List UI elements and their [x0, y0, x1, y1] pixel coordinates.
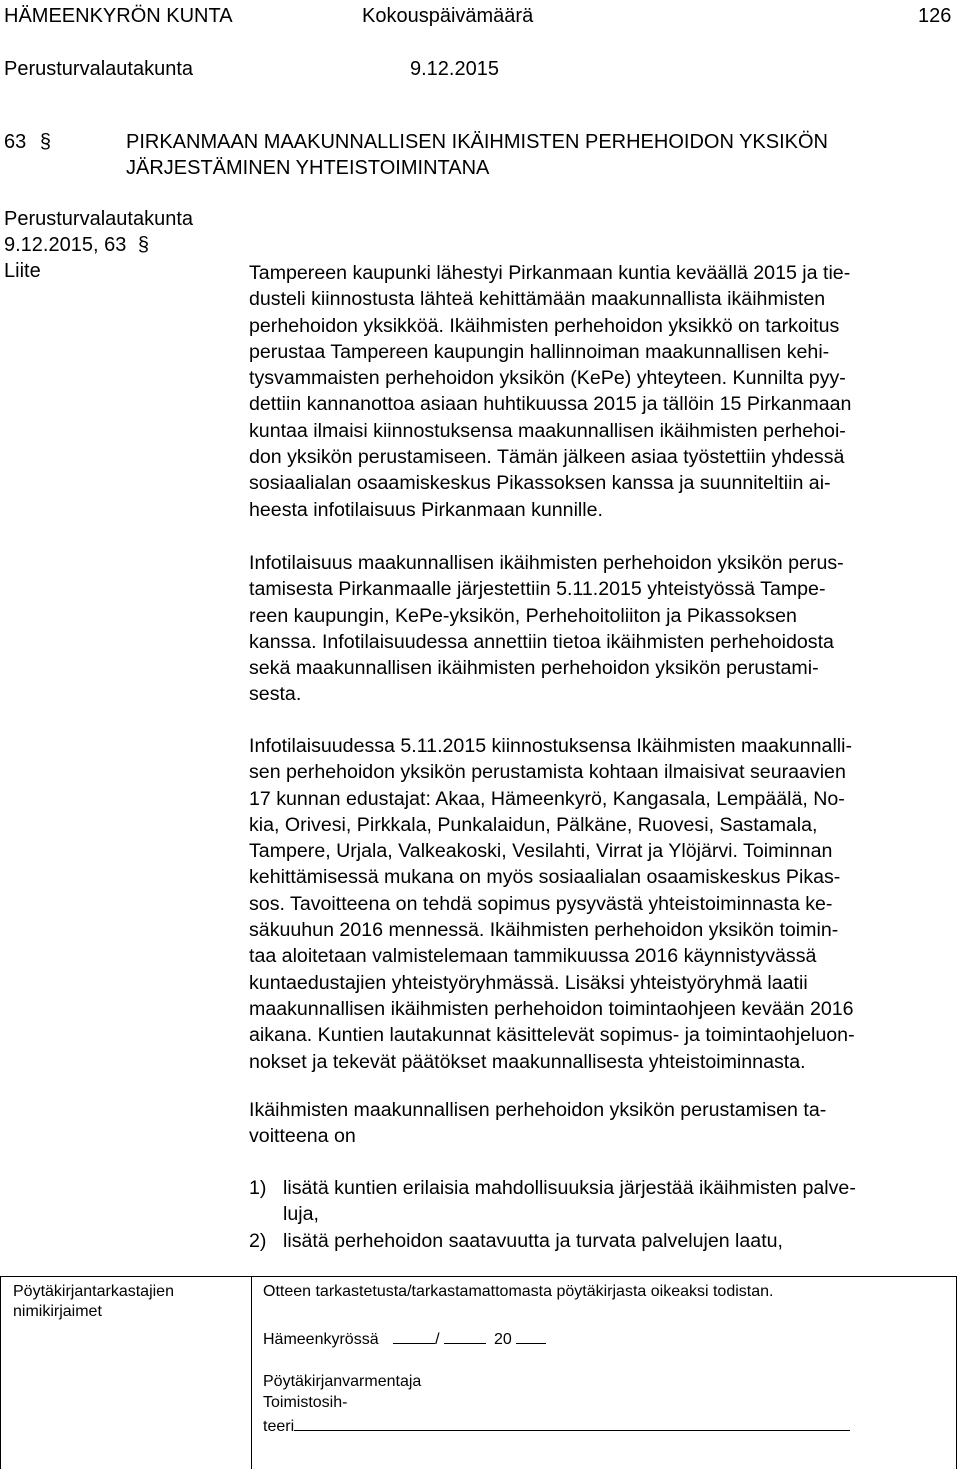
section-number: 63 §	[4, 131, 51, 153]
verifier-label: Pöytäkirjanvarmentaja	[263, 1373, 422, 1390]
meeting-date-label: Kokouspäivämäärä	[362, 5, 534, 27]
paragraph-4: Ikäihmisten maakunnallisen perhehoidon yksikön perustamisen ta- voitteena on	[249, 1099, 827, 1148]
certification-text: Otteen tarkastetusta/tarkastamattomasta pöytäkirjasta oikeaksi todistan.	[263, 1283, 774, 1300]
day-blank	[393, 1327, 435, 1344]
footer-divider	[251, 1277, 252, 1469]
inspectors-initials-label: Pöytäkirjantarkastajien	[13, 1283, 174, 1300]
attachment-label: Liite	[4, 260, 41, 282]
list-item: 1) lisätä kuntien erilaisia mahdollisuuksia järjestää ikäihmisten palve- luja,	[249, 1177, 856, 1226]
organization-name: HÄMEENKYRÖN KUNTA	[4, 5, 233, 27]
signature-footer	[0, 1276, 957, 1469]
page-number: 126	[918, 5, 952, 27]
paragraph-1: Tampereen kaupunki lähestyi Pirkanmaan kuntia keväällä 2015 ja tie- dusteli kiinnostusta lähteä kehittämään maakunnallista ikäihmisten perhehoidon yksikköä. Ikäihmisten perhehoidon yksikkö on tarkoitus perustaa Tampereen kaupungin hallinnoiman maakunnallisen kehi- tysvammaisten perhehoidon yksikön (KePe) yhteyteen. Kunnilta pyy- dettiin kannanottoa asiaan huhtikuussa 2015 ja tällöin 15 Pirkanmaan kuntaa ilmaisi kiinnostuksensa maakunnallisen ikäihmisten perhehoi- don yksikön perustamiseen. Tämän jälkeen asiaa työstettiin yhdessä sosiaalialan osaamiskeskus Pikassoksen kanssa ja suunniteltiin ai- heesta infotilaisuus Pirkanmaan kunnille.	[249, 262, 852, 521]
section-title-line1: PIRKANMAAN MAAKUNNALLISEN IKÄIHMISTEN PERHEHOIDON YKSIKÖN	[126, 131, 829, 153]
role-label-line1: Toimistosih-	[263, 1394, 348, 1411]
list-item: 2) lisätä perhehoidon saatavuutta ja turvata palvelujen laatu,	[249, 1229, 783, 1252]
paragraph-2: Infotilaisuus maakunnallisen ikäihmisten perhehoidon yksikön perus- tamisesta Pirkanmaalle järjestettiin 5.11.2015 yhteistyössä Tampe- reen kaupungin, KePe-yksikön, Perhehoitoliiton ja Pikassoksen kanssa. Infotilaisuudessa annettiin tietoa ikäihmisten perhehoidosta sekä maakunnallisen ikäihmisten perhehoidon yksikön perustami- sesta.	[249, 552, 844, 706]
meeting-date: 9.12.2015	[410, 58, 499, 80]
signature-blank	[294, 1414, 850, 1431]
paragraph-3: Infotilaisuudessa 5.11.2015 kiinnostuksensa Ikäihmisten maakunnalli- sen perhehoidon yksikön perustamista kohtaan ilmaisivat seuraavien 17 kunnan edustajat: Akaa, Hämeenkyrö, Kangasala, Lempäälä, No- kia, Orivesi, Pirkkala, Punkalaidun, Pälkäne, Ruovesi, Sastamala, Tampere, Urjala, Valkeakoski, Vesilahti, Virrat ja Ylöjärvi. Toiminnan kehittämisessä mukana on myös sosiaalialan osaamiskeskus Pikas- sos. Tavoitteena on tehdä sopimus pysyvästä yhteistoiminnasta ke- säkuuhun 2016 mennessä. Ikäihmisten perhehoidon yksikön toimin- taa aloitetaan valmistelemaan tammikuussa 2016 käynnistyvässä kuntaedustajien yhteistyöryhmässä. Lisäksi yhteistyöryhmä laatii maakunnallisen ikäihmisten perhehoidon toimintaohjeen kevään 2016 aikana. Kuntien lautakunnat käsittelevät sopimus- ja toimintaohjeluon- nokset ja tekevät päätökset maakunnallisesta yhteistoiminnasta.	[249, 735, 855, 1073]
committee-name: Perusturvalautakunta	[4, 58, 194, 80]
initials-label: nimikirjaimet	[13, 1303, 102, 1320]
year-blank	[516, 1327, 546, 1344]
section-symbol: §	[39, 131, 51, 153]
reference-committee: Perusturvalautakunta	[4, 208, 194, 230]
month-blank	[444, 1327, 486, 1344]
goals-list	[249, 1175, 951, 1254]
reference-section-symbol: §	[137, 234, 150, 256]
reference-date-section: 9.12.2015, 63 §	[4, 234, 150, 256]
role-label-line2: teeri	[263, 1414, 850, 1437]
section-title-line2: JÄRJESTÄMINEN YHTEISTOIMINTANA	[126, 157, 490, 179]
place-date-line: Hämeenkyrössä / 20	[263, 1327, 546, 1350]
